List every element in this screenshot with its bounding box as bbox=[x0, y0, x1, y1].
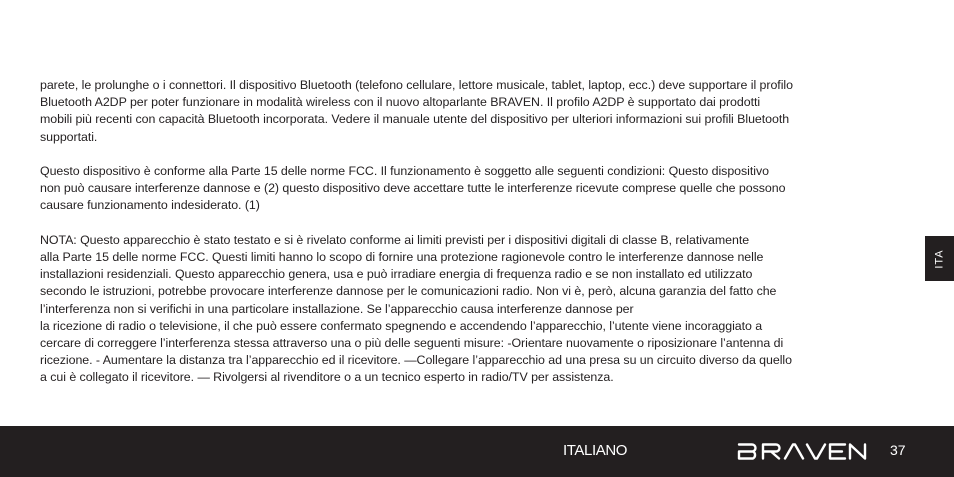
text-line: alla Parte 15 delle norme FCC. Questi limiti hanno lo scopo di fornire una protezione ragionevole contro le interferenze dannose nelle bbox=[40, 250, 764, 264]
page-number: 37 bbox=[890, 442, 906, 458]
braven-logo-icon bbox=[737, 443, 868, 460]
paragraph-fcc-note bbox=[40, 232, 908, 387]
text-line: l’interferenza non si verifichi in una particolare installazione. Se l’apparecchio causa interferenze dannose per bbox=[40, 301, 634, 316]
text-line: causare funzionamento indesiderato. (1) bbox=[40, 198, 260, 213]
text-line: non può causare interferenze dannose e (2) questo dispositivo deve accettare tutte le interferenze ricevute comprese quelle che possono bbox=[40, 181, 786, 196]
text-line: NOTA: Questo apparecchio è stato testato e si è rivelato conforme ai limiti previsti per i dispositivi digitali di classe B, relativamente bbox=[40, 232, 750, 247]
text-line: la ricezione di radio o televisione, il che può essere confermato spegnendo e accendendo l’apparecchio, l’utente viene incoraggiato a bbox=[40, 318, 763, 333]
text-line: a cui è collegato il ricevitore. — Rivolgersi al rivenditore o a un tecnico esperto in radio/TV per assistenza. bbox=[40, 370, 614, 385]
text-line: cercare di correggere l’interferenza stessa attraverso una o più delle seguenti misure: -Orientare nuovamente o riposizionare l’antenna di bbox=[40, 336, 784, 351]
text-line: parete, le prolunghe o i connettori. Il dispositivo Bluetooth (telefono cellulare, lettore musicale, tablet, laptop, ecc.) deve supportare il profilo bbox=[40, 78, 793, 92]
text-line: ricezione. - Aumentare la distanza tra l’apparecchio ed il ricevitore. —Collegare l’apparecchio ad una presa su un circuito diverso da quello bbox=[40, 353, 792, 368]
text-line: mobili più recenti con capacità Bluetooth incorporata. Vedere il manuale utente del dispositivo per ulteriori informazioni sui profili Bluetooth bbox=[40, 112, 790, 127]
paragraph-fcc-compliance bbox=[40, 163, 908, 215]
text-line: secondo le istruzioni, potrebbe provocare interferenze dannose per le comunicazioni radio. Non vi è, però, alcuna garanzia del fatto che bbox=[40, 284, 777, 299]
language-side-tab-label: ITA bbox=[933, 248, 946, 269]
language-side-tab bbox=[925, 236, 954, 281]
text-line: installazioni residenziali. Questo apparecchio genera, usa e può irradiare energia di frequenza radio e se non installato ed utilizzato bbox=[40, 267, 753, 282]
paragraph-bluetooth-profile bbox=[40, 77, 908, 146]
document-body bbox=[40, 77, 908, 404]
text-line: supportati. bbox=[40, 129, 98, 144]
page-footer bbox=[0, 426, 954, 477]
footer-language-label: ITALIANO bbox=[563, 442, 628, 459]
text-line: Bluetooth A2DP per poter funzionare in modalità wireless con il nuovo altoparlante BRAVEN. Il profilo A2DP è supportato dai prodotti bbox=[40, 95, 761, 110]
text-line: Questo dispositivo è conforme alla Parte 15 delle norme FCC. Il funzionamento è soggetto alle seguenti condizioni: Questo dispositivo bbox=[40, 164, 769, 178]
